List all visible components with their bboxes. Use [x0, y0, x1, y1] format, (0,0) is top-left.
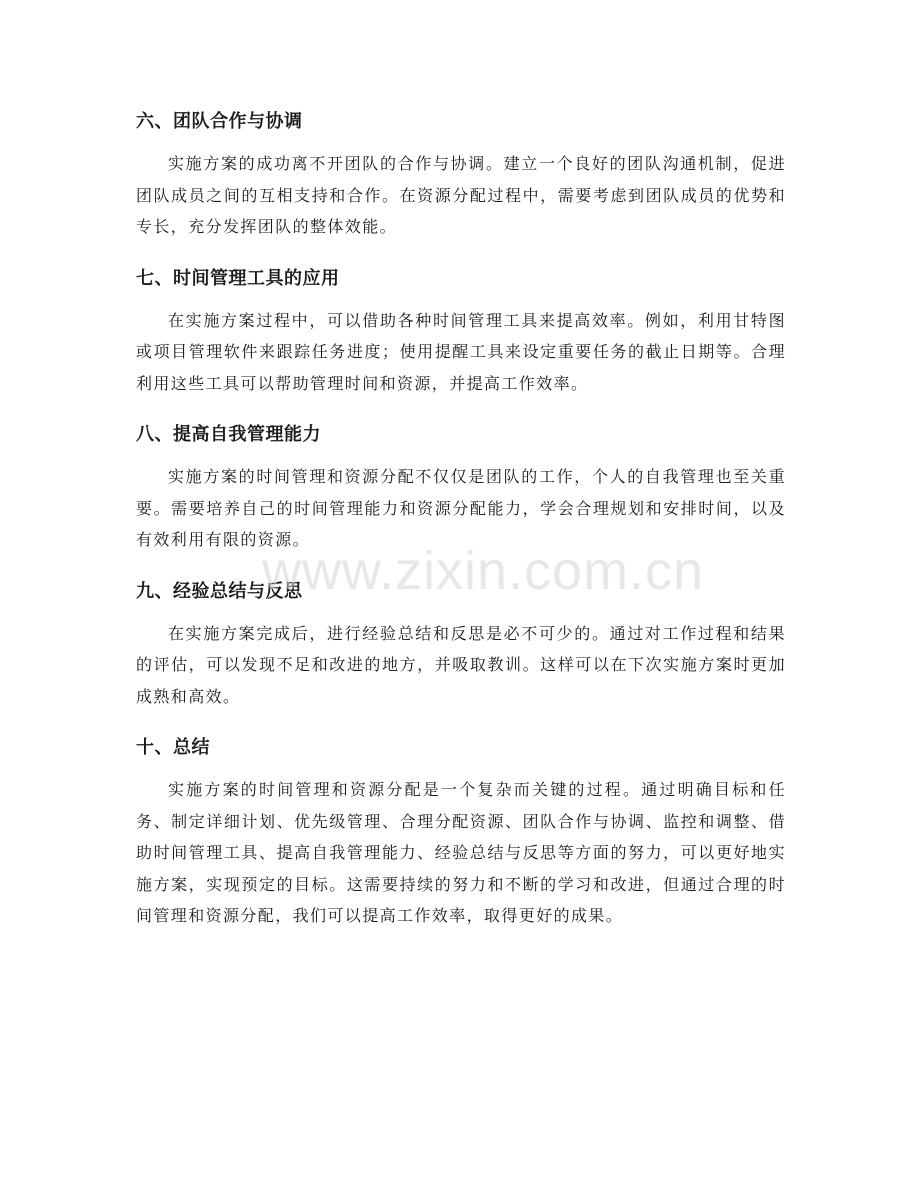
- section-heading: 六、团队合作与协调: [136, 111, 303, 132]
- section-paragraph: 在实施方案完成后，进行经验总结和反思是必不可少的。通过对工作过程和结果的评估，可以发现不足和改进的地方，并吸取教训。这样可以在下次实施方案时更加成熟和高效。: [136, 623, 786, 706]
- document-body: [136, 104, 786, 950]
- section-heading: 十、总结: [136, 737, 210, 758]
- section-team-cooperation: [136, 104, 786, 243]
- section-heading: 八、提高自我管理能力: [136, 424, 321, 445]
- section-paragraph: 在实施方案过程中，可以借助各种时间管理工具来提高效率。例如，利用甘特图或项目管理软件来跟踪任务进度；使用提醒工具来设定重要任务的截止日期等。合理利用这些工具可以帮助管理时间和资源，并提高工作效率。: [136, 310, 786, 393]
- section-time-tools: [136, 261, 786, 400]
- section-heading: 七、时间管理工具的应用: [136, 267, 340, 289]
- section-self-management: [136, 417, 786, 556]
- section-paragraph: 实施方案的成功离不开团队的合作与协调。建立一个良好的团队沟通机制，促进团队成员之间的互相支持和合作。在资源分配过程中，需要考虑到团队成员的优势和专长，充分发挥团队的整体效能。: [136, 154, 786, 236]
- section-paragraph: 实施方案的时间管理和资源分配不仅仅是团队的工作，个人的自我管理也至关重要。需要培养自己的时间管理能力和资源分配能力，学会合理规划和安排时间，以及有效利用有限的资源。: [136, 467, 786, 549]
- watermark: www.zixin.com.cn: [262, 541, 705, 601]
- section-reflection: [136, 574, 786, 713]
- section-paragraph: 实施方案的时间管理和资源分配是一个复杂而关键的过程。通过明确目标和任务、制定详细计划、优先级管理、合理分配资源、团队合作与协调、监控和调整、借助时间管理工具、提高自我管理能力、经验总结与反思等方面的努力，可以更好地实施方案，实现预定的目标。这需要持续的努力和不断的学习和改进，但通过合理的时间管理和资源分配，我们可以提高工作效率，取得更好的成果。: [136, 780, 786, 925]
- section-summary: [136, 730, 786, 932]
- section-heading: 九、经验总结与反思: [136, 580, 303, 602]
